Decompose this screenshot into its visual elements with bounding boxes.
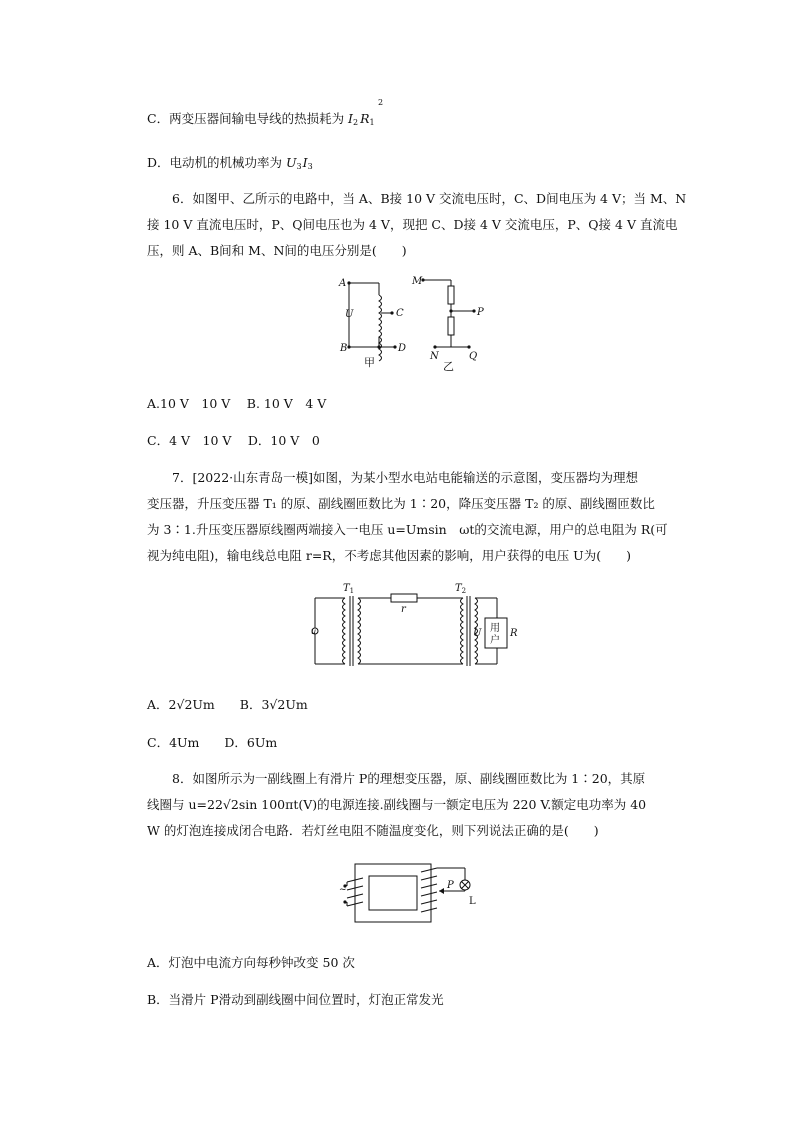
label-u: U	[345, 309, 354, 320]
option-c-prev-text: C．两变压器间输电导线的热损耗为	[147, 111, 349, 126]
label-r-user: R	[510, 628, 518, 639]
label-a: A	[339, 278, 347, 289]
q6-options-cd: C．4 V 10 V D．10 V 0	[147, 433, 320, 448]
formula-r: R	[360, 111, 370, 126]
question-7-stem	[147, 465, 697, 569]
q7-line4: 视为纯电阻)，输电线总电阻 r=R，不考虑其他因素的影响，用户获得的电压 U为( )	[147, 548, 631, 563]
label-r-small: r	[401, 604, 406, 615]
q8-line3: W 的灯泡连接成闭合电路．若灯丝电阻不随温度变化，则下列说法正确的是( )	[147, 823, 599, 838]
q7-options-ab: A．2√2Um B．3√2Um	[147, 697, 308, 712]
q8-line2: 线圈与 u=22√2sin 100πt(V)的电源连接.副线圈与一额定电压为 220 V.额定电功率为 40	[147, 797, 647, 812]
figure-q6	[335, 270, 495, 375]
label-c: C	[396, 308, 404, 319]
q7-line1: 7．[2022·山东青岛一模]如图，为某小型水电站电能输送的示意图，变压器均为理想	[172, 470, 638, 485]
label-m: M	[412, 276, 423, 287]
formula-superscript: 2	[378, 98, 384, 107]
label-l-lamp: L	[469, 896, 476, 907]
label-n: N	[430, 351, 439, 362]
q8-option-b: B．当滑片 P滑动到副线圈中间位置时，灯泡正常发光	[147, 992, 444, 1007]
option-c-prev: C．两变压器间输电导线的热损耗为 $I_2$ $R_1$	[147, 111, 375, 127]
label-user-1: 用	[490, 623, 500, 634]
label-yi: 乙	[443, 360, 454, 373]
q6-line2: 接 10 V 直流电压时，P、Q间电压也为 4 V，现把 C、D接 4 V 交流电压，P、Q接 4 V 直流电	[147, 217, 678, 232]
option-d-prev: D．电动机的机械功率为 $U_3I_3$	[147, 155, 313, 171]
label-u-user: U	[473, 628, 482, 639]
question-6-stem	[147, 186, 697, 264]
label-u-source: u	[311, 627, 317, 636]
question-8-stem	[147, 766, 697, 844]
label-p-slider: P	[447, 880, 454, 891]
q6-line1: 6．如图甲、乙所示的电路中，当 A、B接 10 V 交流电压时，C、D间电压为 4 V；当 M、N	[172, 191, 687, 206]
label-user-2: 户	[490, 635, 500, 646]
label-t2: $T_2$	[455, 583, 467, 595]
figure-q8	[335, 858, 495, 930]
q8-line1: 8．如图所示为一副线圈上有滑片 P的理想变压器，原、副线圈匝数比为 1∶20，其原	[172, 771, 646, 786]
q6-line3: 压，则 A、B间和 M、N间的电压分别是( )	[147, 243, 407, 258]
formula-i: I	[348, 111, 353, 126]
q8-option-a: A．灯泡中电流方向每秒钟改变 50 次	[147, 955, 355, 970]
q7-line2: 变压器，升压变压器 T₁ 的原、副线圈匝数比为 1∶20，降压变压器 T₂ 的原、副线圈匝数比	[147, 496, 655, 511]
label-d: D	[398, 343, 407, 354]
label-q: Q	[469, 351, 478, 362]
q7-options-cd: C．4Um D．6Um	[147, 735, 278, 750]
svg-text:~: ~	[339, 885, 347, 895]
figure-q7	[305, 580, 525, 670]
label-p: P	[477, 307, 484, 318]
label-b: B	[340, 343, 348, 354]
label-jia: 甲	[364, 356, 375, 369]
q6-options-ab: A.10 V 10 V B. 10 V 4 V	[147, 396, 327, 411]
label-t1: $T_1$	[343, 583, 355, 595]
q7-line3: 为 3∶1.升压变压器原线圈两端接入一电压 u=Umsin ωt的交流电源，用户的总电阻为 R(可	[147, 522, 668, 537]
